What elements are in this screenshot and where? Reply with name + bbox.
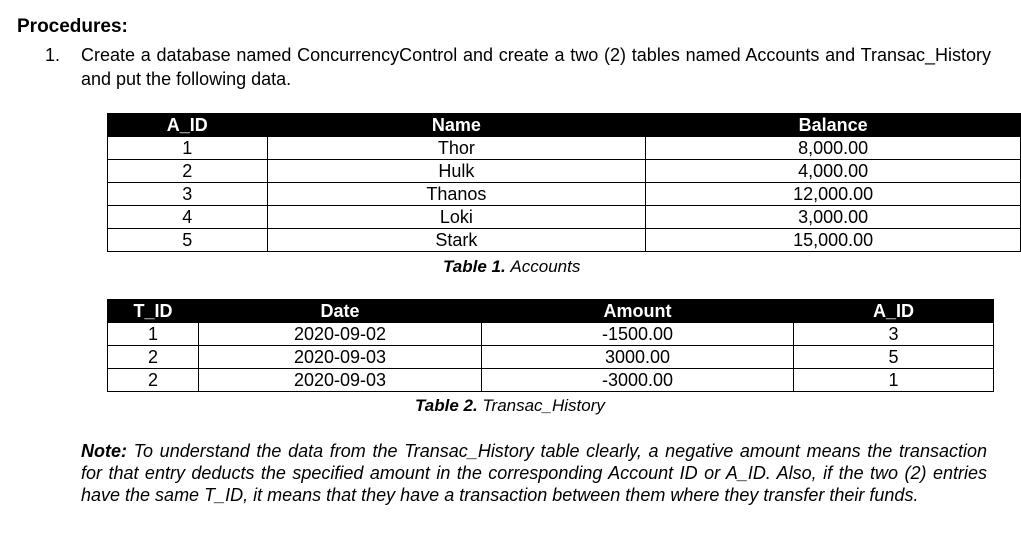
caption-label: Table 2. <box>415 396 478 415</box>
table-row <box>108 137 1021 160</box>
column-header-amount: Amount <box>482 300 794 323</box>
column-header-balance: Balance <box>646 114 1021 137</box>
step-text: Create a database named ConcurrencyControl and create a two (2) tables named Accounts and Transac_History and put the following data. <box>81 45 991 89</box>
table-row <box>108 323 994 346</box>
cell-a-id: 2 <box>108 160 268 183</box>
note-text: To understand the data from the Transac_History table clearly, a negative amount means the transaction for that entry deducts the specified amount in the corresponding Account ID or A_ID. Also, if the two (2) entries have the same T_ID, it means that they have a transaction between them where they transfer their funds. <box>81 441 987 505</box>
cell-amount: -1500.00 <box>482 323 794 346</box>
cell-balance: 8,000.00 <box>646 137 1021 160</box>
procedures-heading: Procedures: <box>17 16 128 37</box>
cell-t-id: 2 <box>108 369 199 392</box>
cell-a-id: 3 <box>108 183 268 206</box>
transac-history-table <box>107 299 994 392</box>
accounts-table <box>107 113 1021 252</box>
table-row <box>108 229 1021 252</box>
column-header-t-id: T_ID <box>108 300 199 323</box>
table-header-row <box>108 300 994 323</box>
column-header-a-id: A_ID <box>794 300 994 323</box>
cell-amount: -3000.00 <box>482 369 794 392</box>
cell-a-id: 1 <box>794 369 994 392</box>
table-row <box>108 160 1021 183</box>
cell-name: Hulk <box>267 160 646 183</box>
cell-date: 2020-09-03 <box>199 369 482 392</box>
table-header-row <box>108 114 1021 137</box>
cell-name: Thor <box>267 137 646 160</box>
table-row <box>108 206 1021 229</box>
table-row <box>108 346 994 369</box>
table-row <box>108 369 994 392</box>
caption-label: Table 1. <box>443 257 506 276</box>
cell-balance: 3,000.00 <box>646 206 1021 229</box>
caption-text: Transac_History <box>482 396 605 415</box>
cell-name: Stark <box>267 229 646 252</box>
cell-balance: 15,000.00 <box>646 229 1021 252</box>
table1-caption <box>443 257 580 277</box>
cell-name: Loki <box>267 206 646 229</box>
caption-text: Accounts <box>510 257 581 276</box>
cell-t-id: 2 <box>108 346 199 369</box>
cell-name: Thanos <box>267 183 646 206</box>
table2-caption <box>415 396 605 416</box>
cell-amount: 3000.00 <box>482 346 794 369</box>
cell-a-id: 5 <box>794 346 994 369</box>
cell-a-id: 3 <box>794 323 994 346</box>
note-label: Note: <box>81 441 127 461</box>
cell-balance: 4,000.00 <box>646 160 1021 183</box>
cell-date: 2020-09-02 <box>199 323 482 346</box>
column-header-date: Date <box>199 300 482 323</box>
cell-a-id: 1 <box>108 137 268 160</box>
note-paragraph <box>81 440 987 506</box>
column-header-a-id: A_ID <box>108 114 268 137</box>
cell-t-id: 1 <box>108 323 199 346</box>
cell-a-id: 4 <box>108 206 268 229</box>
cell-date: 2020-09-03 <box>199 346 482 369</box>
step-number: 1. <box>45 45 61 65</box>
table-row <box>108 183 1021 206</box>
cell-balance: 12,000.00 <box>646 183 1021 206</box>
column-header-name: Name <box>267 114 646 137</box>
cell-a-id: 5 <box>108 229 268 252</box>
